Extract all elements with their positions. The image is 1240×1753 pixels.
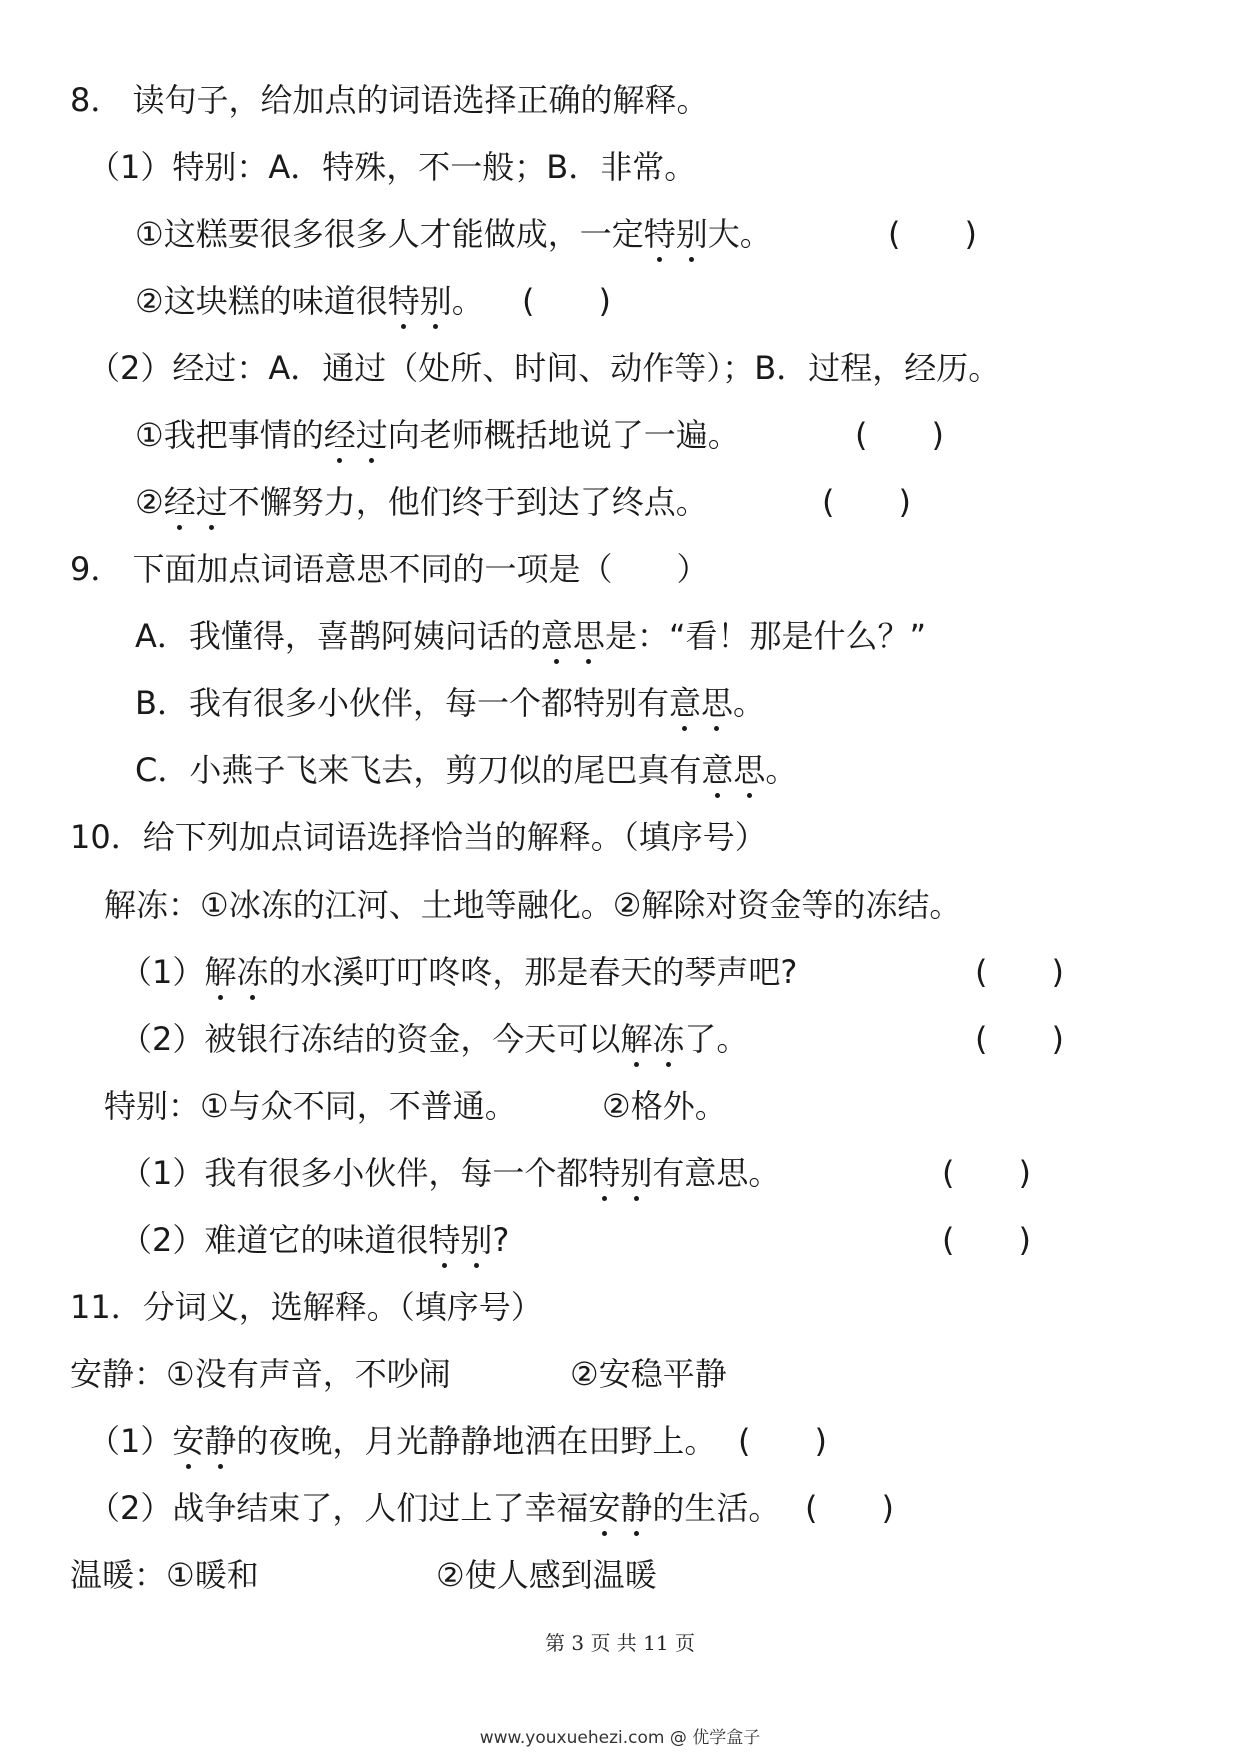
sentence-text: ②这块糕的味道很 <box>135 282 388 320</box>
q10-definition-jiedong: 解冻：①冰冻的江河、土地等融化。②解除对资金等的冻结。 <box>104 886 962 924</box>
q8-sentence-2b <box>135 482 708 522</box>
dotted-char: 意 <box>701 751 734 789</box>
q11-sentence-1 <box>88 1421 716 1461</box>
sentence-text: 了。 <box>684 1020 749 1058</box>
dotted-char: 静 <box>204 1422 237 1460</box>
sentence-text: 的夜晚，月光静静地洒在田野上。 <box>236 1422 717 1460</box>
sentence-text: ② <box>135 483 164 521</box>
q8-sentence-1a <box>135 214 772 254</box>
answer-blank[interactable]: ( ) <box>975 953 1064 991</box>
answer-blank[interactable]: ( ) <box>738 1422 827 1460</box>
q11-definition-wennuan: 温暖：①暖和 <box>70 1556 259 1594</box>
dotted-char: 别 <box>460 1221 493 1259</box>
q11-definition-anjing-2: ②安稳平静 <box>570 1355 727 1393</box>
q11-title: 11．分词义，选解释。（填序号） <box>70 1288 543 1326</box>
dotted-char: 意 <box>668 684 701 722</box>
q11-definition-wennuan-2: ②使人感到温暖 <box>436 1556 657 1594</box>
sentence-text: （2）难道它的味道很 <box>120 1221 429 1259</box>
answer-blank[interactable]: ( ) <box>942 1221 1031 1259</box>
dotted-char: 别 <box>620 1154 653 1192</box>
sentence-text: （2）被银行冻结的资金，今天可以 <box>120 1020 621 1058</box>
dotted-char: 思 <box>700 684 733 722</box>
dotted-char: 别 <box>675 215 708 253</box>
sentence-text: A．我懂得，喜鹊阿姨问话的 <box>135 617 541 655</box>
dotted-char: 经 <box>163 483 196 521</box>
dotted-char: 解 <box>620 1020 653 1058</box>
sentence-text: ①这糕要很多很多人才能做成，一定 <box>135 215 644 253</box>
q11-definition-anjing: 安静：①没有声音，不吵闹 <box>70 1355 451 1393</box>
answer-blank[interactable]: ( ) <box>888 215 977 253</box>
q8-sub2-label: （2）经过：A．通过（处所、时间、动作等）；B．过程，经历。 <box>88 349 1001 387</box>
dotted-char: 过 <box>195 483 228 521</box>
sentence-text: （2）战争结束了，人们过上了幸福 <box>88 1489 589 1527</box>
sentence-text: （1） <box>120 953 205 991</box>
sentence-text: 不懈努力，他们终于到达了终点。 <box>227 483 708 521</box>
sentence-text: 是：“看！那是什么？” <box>604 617 927 655</box>
answer-blank[interactable]: ( ) <box>942 1154 1031 1192</box>
sentence-text: 。 <box>733 684 766 722</box>
dotted-char: 思 <box>733 751 766 789</box>
dotted-char: 安 <box>172 1422 205 1460</box>
q10-definition-tebie-2: ②格外。 <box>602 1087 727 1125</box>
dotted-char: 思 <box>572 617 605 655</box>
dotted-char: 安 <box>588 1489 621 1527</box>
dotted-char: 特 <box>643 215 676 253</box>
sentence-text: B．我有很多小伙伴，每一个都特别有 <box>135 684 669 722</box>
watermark: www.youxuehezi.com @ 优学盒子 <box>479 1728 761 1748</box>
q10-sentence-1 <box>120 952 797 992</box>
q10-sentence-2 <box>120 1019 748 1059</box>
sentence-text: 。 <box>765 751 798 789</box>
answer-blank[interactable]: ( ) <box>805 1489 894 1527</box>
dotted-char: 静 <box>620 1489 653 1527</box>
q8-sentence-2a <box>135 415 740 455</box>
q9-title: 9． 下面加点词语意思不同的一项是（ ） <box>70 550 709 588</box>
q10-title: 10．给下列加点词语选择恰当的解释。（填序号） <box>70 818 767 856</box>
page-number: 第 3 页 共 11 页 <box>545 1631 695 1655</box>
dotted-char: 特 <box>588 1154 621 1192</box>
answer-blank[interactable]: ( ) <box>822 483 911 521</box>
dotted-char: 冻 <box>652 1020 685 1058</box>
answer-blank[interactable]: ( ) <box>855 416 944 454</box>
sentence-text: ? <box>492 1221 510 1259</box>
dotted-char: 别 <box>419 282 452 320</box>
dotted-char: 经 <box>323 416 356 454</box>
answer-blank[interactable]: ( ) <box>522 282 611 320</box>
dotted-char: 解 <box>204 953 237 991</box>
sentence-text: 向老师概括地说了一遍。 <box>387 416 740 454</box>
dotted-char: 特 <box>387 282 420 320</box>
q10-definition-tebie: 特别：①与众不同，不普通。 <box>104 1087 517 1125</box>
q9-option-a <box>135 616 926 656</box>
q9-option-b <box>135 683 765 723</box>
dotted-char: 意 <box>540 617 573 655</box>
dotted-char: 过 <box>355 416 388 454</box>
answer-blank[interactable]: ( ) <box>975 1020 1064 1058</box>
q11-sentence-2 <box>88 1488 780 1528</box>
sentence-text: 大。 <box>707 215 772 253</box>
sentence-text: C．小燕子飞来飞去，剪刀似的尾巴真有 <box>135 751 702 789</box>
sentence-text: （1）我有很多小伙伴，每一个都 <box>120 1154 589 1192</box>
dotted-char: 冻 <box>236 953 269 991</box>
sentence-text: 的水溪叮叮咚咚，那是春天的琴声吧? <box>268 953 798 991</box>
q8-title: 8． 读句子，给加点的词语选择正确的解释。 <box>70 81 709 119</box>
sentence-text: ①我把事情的 <box>135 416 324 454</box>
sentence-text: （1） <box>88 1422 173 1460</box>
q9-option-c <box>135 750 797 790</box>
dotted-char: 特 <box>428 1221 461 1259</box>
q10-sentence-3 <box>120 1153 780 1193</box>
q8-sentence-1b <box>135 281 484 321</box>
sentence-text: 。 <box>451 282 484 320</box>
sentence-text: 的生活。 <box>652 1489 781 1527</box>
q8-sub1-label: （1）特别：A．特殊，不一般；B．非常。 <box>88 148 697 186</box>
q10-sentence-4 <box>120 1220 509 1260</box>
sentence-text: 有意思。 <box>652 1154 781 1192</box>
